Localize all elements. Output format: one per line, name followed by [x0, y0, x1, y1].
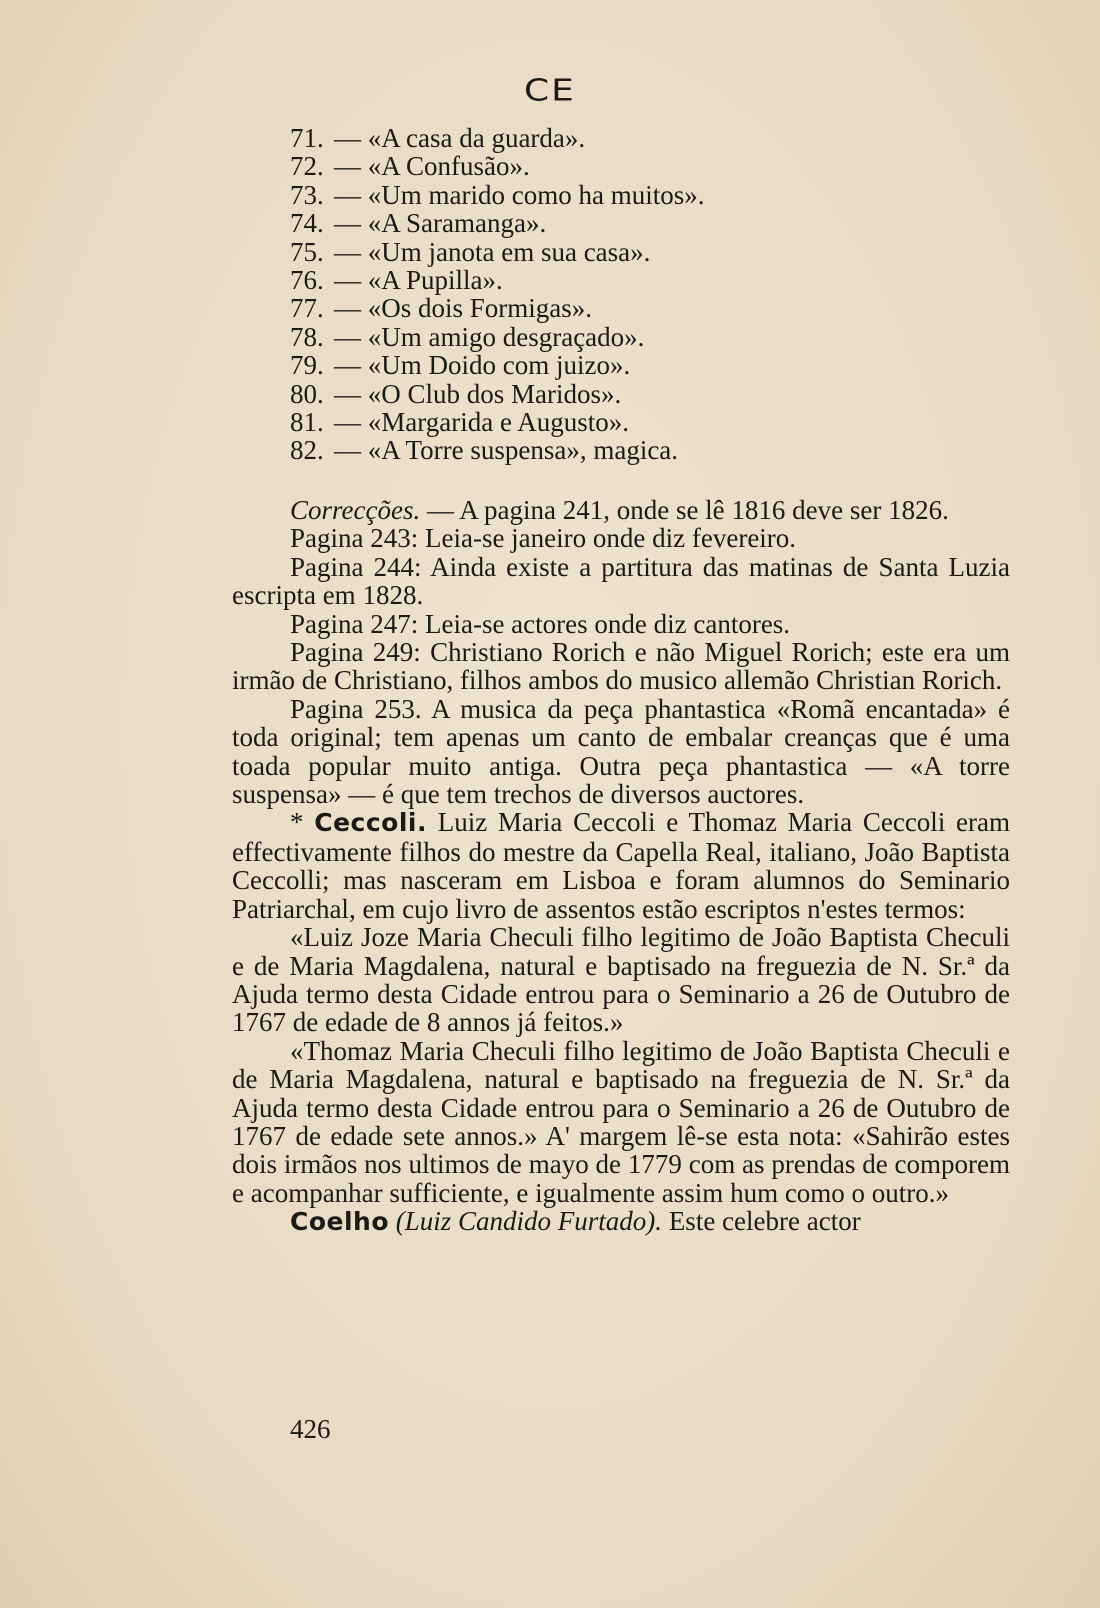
list-item — [290, 323, 704, 351]
list-item-number: 77. — [290, 293, 324, 324]
list-item-number: 74. — [290, 208, 324, 239]
ceccoli-entry — [232, 808, 1010, 923]
correction-p247: Pagina 247: Leia-se actores onde diz cantores. — [290, 608, 791, 639]
list-item-title: — «Margarida e Augusto». — [334, 407, 629, 438]
list-item-number: 76. — [290, 265, 324, 296]
list-item — [290, 380, 704, 408]
list-item — [290, 209, 704, 237]
list-item — [290, 408, 704, 436]
ceccoli-heading: Ceccoli. — [314, 808, 427, 838]
ceccoli-quote-1: «Luiz Joze Maria Checuli filho legitimo de João Baptista Checuli e de Maria Magdalena, natural e baptisado na freguezia de N. Sr.ª da Ajuda termo desta Cidade entrou para o Seminario a 26 de Outubro de 1767 de edade de 8 annos já feitos.» — [232, 922, 1010, 1038]
list-item-number: 79. — [290, 350, 324, 381]
list-item-number: 71. — [290, 123, 324, 153]
coelho-heading: Coelho — [290, 1207, 390, 1237]
list-item-number: 78. — [290, 321, 324, 352]
list-item-title: — «A Torre suspensa», magica. — [334, 435, 679, 466]
coelho-name: (Luiz Candido Furtado). — [389, 1206, 663, 1237]
list-item-number: 82. — [290, 435, 324, 466]
list-item — [290, 124, 704, 152]
list-item — [290, 351, 704, 379]
coelho-entry — [232, 1207, 1010, 1236]
list-item-number: 73. — [290, 179, 324, 210]
corrections-intro-text: — A pagina 241, onde se lê 1816 deve ser 1826. — [420, 495, 949, 525]
correction-p243: Pagina 243: Leia-se janeiro onde diz fevereiro. — [290, 523, 797, 554]
running-head: CE — [524, 73, 576, 108]
correction-p244: Pagina 244: Ainda existe a partitura das matinas de Santa Luzia escripta em 1828. — [232, 551, 1010, 611]
entry-marker: * — [290, 807, 315, 838]
list-item-number: 81. — [290, 407, 324, 438]
list-item-title: — «Um marido como ha muitos». — [334, 179, 705, 210]
list-item-title: — «Os dois Formigas». — [334, 293, 593, 324]
list-item-title: — «O Club dos Maridos». — [334, 378, 622, 409]
list-item — [290, 436, 704, 464]
list-item — [290, 294, 704, 322]
correction-p249: Pagina 249: Christiano Rorich e não Miguel Rorich; este era um irmão de Christiano, filhos ambos do musico allemão Christian Rorich. — [232, 637, 1010, 696]
correction-p253: Pagina 253. A musica da peça phantastica «Romã encantada» é toda original; tem apenas um canto de embalar creanças que é uma toada popular muito antiga. Outra peça phantastica — «A torre suspensa» — é que tem trechos de diversos auctores. — [232, 693, 1010, 810]
corrections-intro — [232, 496, 1010, 524]
list-item-title: — «A casa da guarda». — [334, 123, 586, 153]
list-item — [290, 238, 704, 266]
list-item-number: 75. — [290, 236, 324, 267]
list-item-title: — «Um Doido com juizo». — [334, 350, 631, 381]
list-item-title: — «A Pupilla». — [334, 265, 503, 296]
corrections-label: Correcções. — [290, 495, 421, 525]
page-number: 426 — [290, 1414, 331, 1444]
list-item-number: 80. — [290, 378, 324, 409]
list-item — [290, 266, 704, 294]
numbered-list — [290, 124, 704, 465]
list-item-number: 72. — [290, 151, 324, 182]
list-item-title: — «A Confusão». — [334, 151, 530, 182]
ceccoli-text: Luiz Maria Ceccoli e Thomaz Maria Ceccoli eram effectivamente filhos do mestre da Capella Real, italiano, João Baptista Ceccolli; mas nasceram em Lisboa e foram alumnos do Seminario Patriarchal, em cujo livro de assentos estão escriptos n'estes termos: — [232, 807, 1010, 924]
list-item-title: — «Um janota em sua casa». — [334, 236, 651, 267]
ceccoli-quote-2: «Thomaz Maria Checuli filho legitimo de João Baptista Checuli e de Maria Magdalena, natural e baptisado na freguezia de N. Sr.ª da Ajuda termo desta Cidade entrou para o Seminario a 26 de Outubro de 1767 de edade sete annos.» A' margem lê-se esta nota: «Sahirão estes dois irmãos nos ultimos de mayo de 1779 com as prendas de comporem e acompanhar sufficiente, e igualmente assim hum como o outro.» — [232, 1035, 1010, 1208]
main-text — [232, 496, 1010, 1237]
list-item-title: — «A Saramanga». — [334, 208, 547, 239]
list-item — [290, 181, 704, 209]
list-item-title: — «Um amigo desgraçado». — [334, 321, 645, 352]
coelho-text: Este celebre actor — [662, 1206, 861, 1237]
list-item — [290, 152, 704, 180]
